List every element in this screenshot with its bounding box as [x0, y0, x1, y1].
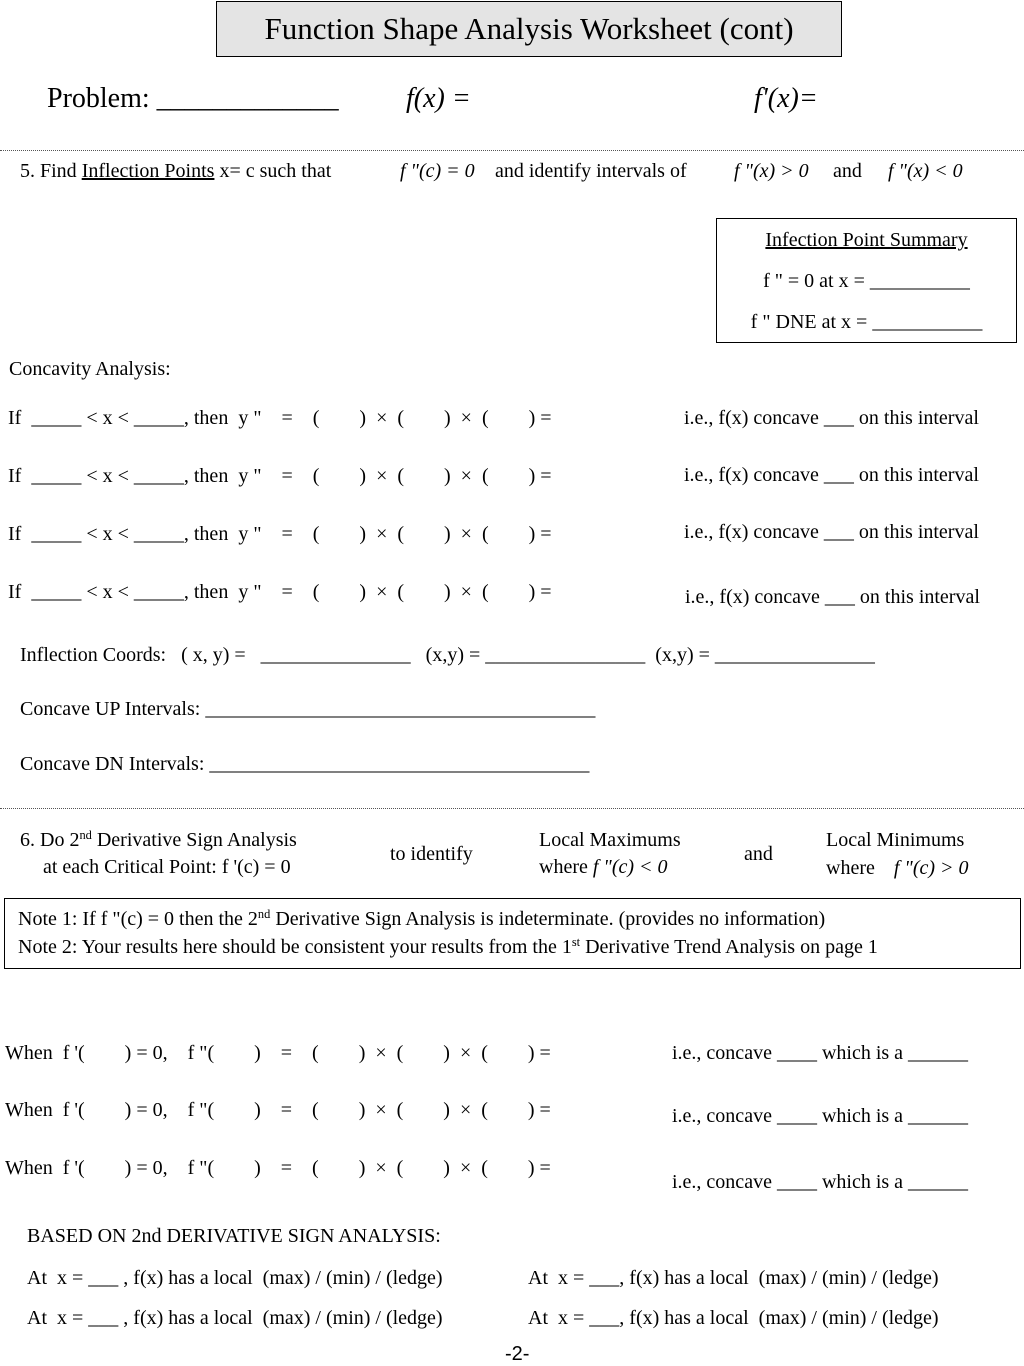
max-condition-formula: f "(c) < 0 [592, 856, 668, 878]
page-number: -2- [505, 1343, 530, 1365]
section6-text: 6. Do 2 [20, 829, 80, 851]
concave-up-condition: f "(x) > 0 [734, 160, 809, 182]
concavity-heading: Concavity Analysis: [9, 358, 171, 380]
based-heading: BASED ON 2nd DERIVATIVE SIGN ANALYSIS: [27, 1225, 441, 1247]
section5-text: x= c such that [214, 160, 332, 182]
summary-zero-line: f " = 0 at x = __________ [763, 270, 970, 292]
section5-text-intervals: and identify intervals of [495, 160, 687, 182]
problem-label: Problem: _____________ [47, 83, 339, 114]
concave-up-intervals: Concave UP Intervals: _______________________________________ [20, 698, 596, 720]
local-max-label: Local Maximums [539, 829, 681, 851]
concavity-result-2: i.e., f(x) concave ___ on this interval [684, 464, 979, 486]
local-min-condition [826, 857, 969, 880]
min-condition-formula: f "(c) > 0 [893, 857, 969, 879]
section5-number: 5. Find [20, 160, 82, 182]
worksheet-title-text: Function Shape Analysis Worksheet (cont) [264, 11, 794, 46]
where-label: where [539, 856, 593, 878]
summary-title: Infection Point Summary [765, 229, 968, 251]
section-divider [0, 150, 1024, 151]
when-row-1: When f '( ) = 0, f "( ) = ( ) × ( ) × ( ) = [5, 1042, 551, 1064]
and-label: and [833, 160, 862, 182]
fprime-label: f'(x)= [754, 83, 818, 114]
where-label: where [826, 857, 880, 879]
summary-dne-line: f " DNE at x = ___________ [750, 311, 983, 333]
note-text: Note 2: Your results here should be consistent your results from the 1 [18, 936, 572, 958]
concave-down-condition: f "(x) < 0 [888, 160, 963, 182]
concavity-row-3: If _____ < x < _____, then y " = ( ) × ( ) × ( ) = [8, 523, 552, 545]
inflection-coords-line: Inflection Coords: ( x, y) = _______________ (x,y) = ________________ (x,y) = ________________ [20, 644, 875, 666]
note-text: Derivative Trend Analysis on page 1 [580, 936, 878, 958]
concavity-row-4: If _____ < x < _____, then y " = ( ) × ( ) × ( ) = [8, 581, 552, 603]
and-label: and [744, 843, 773, 865]
note-1 [18, 908, 825, 931]
when-row-2: When f '( ) = 0, f "( ) = ( ) × ( ) × ( ) = [5, 1099, 551, 1121]
note-text: Note 1: If f "(c) = 0 then the 2 [18, 908, 258, 930]
worksheet-title [216, 1, 842, 57]
based-row-2-left: At x = ___ , f(x) has a local (max) / (min) / (ledge) [27, 1307, 443, 1329]
fx-label: f(x) = [406, 83, 471, 114]
based-row-2-right: At x = ___, f(x) has a local (max) / (min) / (ledge) [528, 1307, 939, 1329]
local-min-label: Local Minimums [826, 829, 965, 851]
local-max-condition [539, 856, 668, 879]
inflection-points-term: Inflection Points [81, 160, 215, 182]
to-identify-label: to identify [390, 843, 473, 865]
concavity-row-1: If _____ < x < _____, then y " = ( ) × ( ) × ( ) = [8, 407, 552, 429]
ordinal-suffix: nd [257, 907, 271, 922]
when-row-3: When f '( ) = 0, f "( ) = ( ) × ( ) × ( ) = [5, 1157, 551, 1179]
concavity-result-4: i.e., f(x) concave ___ on this interval [685, 586, 980, 608]
second-derivative-zero-condition: f "(c) = 0 [400, 160, 475, 182]
section5-instruction [20, 160, 331, 183]
concavity-result-3: i.e., f(x) concave ___ on this interval [684, 521, 979, 543]
section6-line-2: at each Critical Point: f '(c) = 0 [43, 856, 291, 878]
notes-box [4, 898, 1021, 969]
section6-line-1 [20, 829, 297, 852]
when-result-3: i.e., concave ____ which is a ______ [672, 1171, 969, 1193]
concavity-row-2: If _____ < x < _____, then y " = ( ) × ( ) × ( ) = [8, 465, 552, 487]
note-text: Derivative Sign Analysis is indeterminate. (provides no information) [270, 908, 826, 930]
ordinal-suffix: st [571, 935, 581, 950]
section6-text: Derivative Sign Analysis [91, 829, 297, 851]
concave-down-intervals: Concave DN Intervals: ______________________________________ [20, 753, 590, 775]
when-result-1: i.e., concave ____ which is a ______ [672, 1042, 969, 1064]
based-row-1-right: At x = ___, f(x) has a local (max) / (min) / (ledge) [528, 1267, 939, 1289]
concavity-result-1: i.e., f(x) concave ___ on this interval [684, 407, 979, 429]
when-result-2: i.e., concave ____ which is a ______ [672, 1105, 969, 1127]
inflection-summary-box [716, 218, 1017, 343]
ordinal-suffix: nd [79, 828, 92, 843]
based-row-1-left: At x = ___ , f(x) has a local (max) / (min) / (ledge) [27, 1267, 443, 1289]
section-divider [0, 808, 1024, 809]
note-2 [18, 936, 878, 959]
